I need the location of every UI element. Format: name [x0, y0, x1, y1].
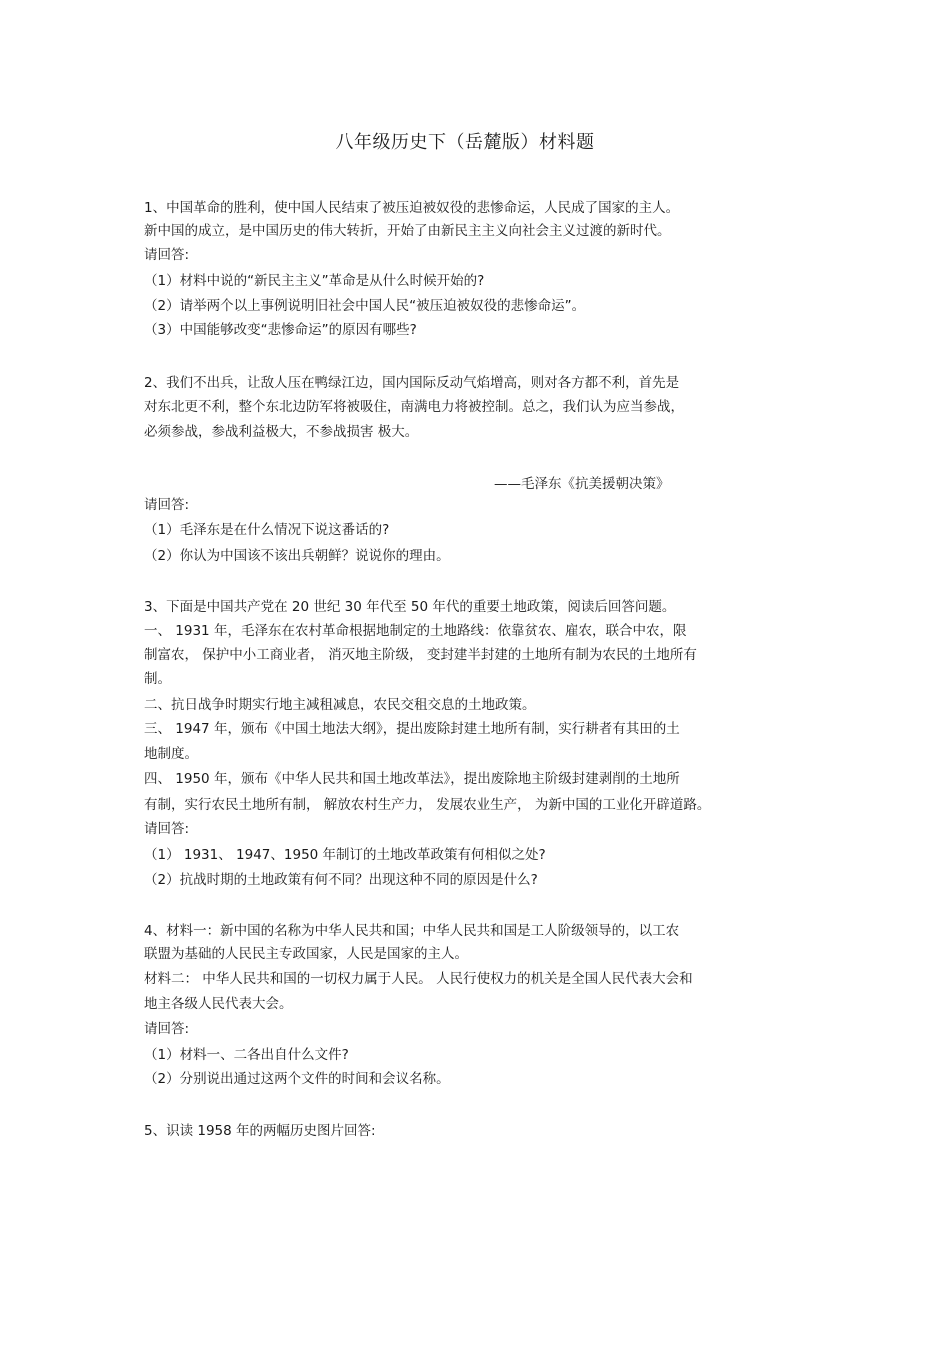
q2-line-1: 2、我们不出兵，让敌人压在鸭绿江边，国内国际反动气焰增高，则对各方都不利，首先是 — [144, 375, 680, 391]
q2-ask: 请回答: — [144, 497, 190, 513]
q1-question-2: （2）请举两个以上事例说明旧社会中国人民“被压迫被奴役的悲惨命运”。 — [144, 298, 586, 314]
q4-line-3: 材料二： 中华人民共和国的一切权力属于人民。 人民行使权力的机关是全国人民代表大会和 — [144, 971, 693, 987]
q1-question-1: （1）材料中说的“新民主主义”革命是从什么时候开始的? — [144, 273, 485, 289]
q4-line-4: 地主各级人民代表大会。 — [144, 996, 293, 1012]
q1-question-3: （3）中国能够改变“悲惨命运”的原因有哪些? — [144, 322, 417, 338]
q4-question-1: （1）材料一、二各出自什么文件? — [144, 1047, 349, 1063]
q3-question-2: （2）抗战时期的土地政策有何不同？出现这种不同的原因是什么? — [144, 872, 538, 888]
q3-line-3: 制富农， 保护中小工商业者， 消灭地主阶级， 变封建半封建的土地所有制为农民的土地所有 — [144, 647, 697, 663]
q4-ask: 请回答: — [144, 1021, 190, 1037]
q2-line-3: 必须参战，参战利益极大，不参战损害 极大。 — [144, 424, 419, 440]
q3-line-2: 一、 1931 年，毛泽东在农村革命根据地制定的土地路线：依靠贫农、雇农，联合中农，限 — [144, 623, 687, 639]
q3-line-7: 地制度。 — [144, 746, 198, 762]
q1-line-2: 新中国的成立，是中国历史的伟大转折，开始了由新民主主义向社会主义过渡的新时代。 — [144, 223, 671, 239]
q4-line-1: 4、材料一：新中国的名称为中华人民共和国；中华人民共和国是工人阶级领导的，以工农 — [144, 923, 680, 939]
q3-line-6: 三、 1947 年，颁布《中国土地法大纲》，提出废除封建土地所有制，实行耕者有其田的土 — [144, 721, 680, 737]
q3-ask: 请回答: — [144, 821, 190, 837]
q2-question-2: （2）你认为中国该不该出兵朝鲜？说说你的理由。 — [144, 548, 450, 564]
q3-line-1: 3、下面是中国共产党在 20 世纪 30 年代至 50 年代的重要土地政策，阅读后回答问题。 — [144, 599, 676, 615]
q2-line-2: 对东北更不利，整个东北边防军将被吸住，南满电力将被控制。总之，我们认为应当参战， — [144, 399, 684, 415]
q4-line-2: 联盟为基础的人民民主专政国家，人民是国家的主人。 — [144, 946, 468, 962]
q4-question-2: （2）分别说出通过这两个文件的时间和会议名称。 — [144, 1071, 450, 1087]
q3-line-9: 有制，实行农民土地所有制， 解放农村生产力， 发展农业生产， 为新中国的工业化开辟道路。 — [144, 797, 711, 813]
q3-line-5: 二、抗日战争时期实行地主减租减息，农民交租交息的土地政策。 — [144, 697, 536, 713]
q1-line-1: 1、中国革命的胜利，使中国人民结束了被压迫被奴役的悲惨命运，人民成了国家的主人。 — [144, 200, 680, 216]
q3-line-4: 制。 — [144, 671, 171, 687]
q2-credit: ——毛泽东《抗美援朝决策》 — [494, 476, 670, 492]
q2-question-1: （1）毛泽东是在什么情况下说这番话的? — [144, 522, 390, 538]
q3-line-8: 四、 1950 年，颁布《中华人民共和国土地改革法》，提出废除地主阶级封建剥削的土地所 — [144, 771, 680, 787]
q5-line-1: 5、识读 1958 年的两幅历史图片回答: — [144, 1123, 376, 1139]
page-title: 八年级历史下（岳麓版）材料题 — [335, 132, 595, 153]
q1-ask: 请回答: — [144, 247, 190, 263]
q3-question-1: （1） 1931、 1947、1950 年制订的土地改革政策有何相似之处? — [144, 847, 546, 863]
